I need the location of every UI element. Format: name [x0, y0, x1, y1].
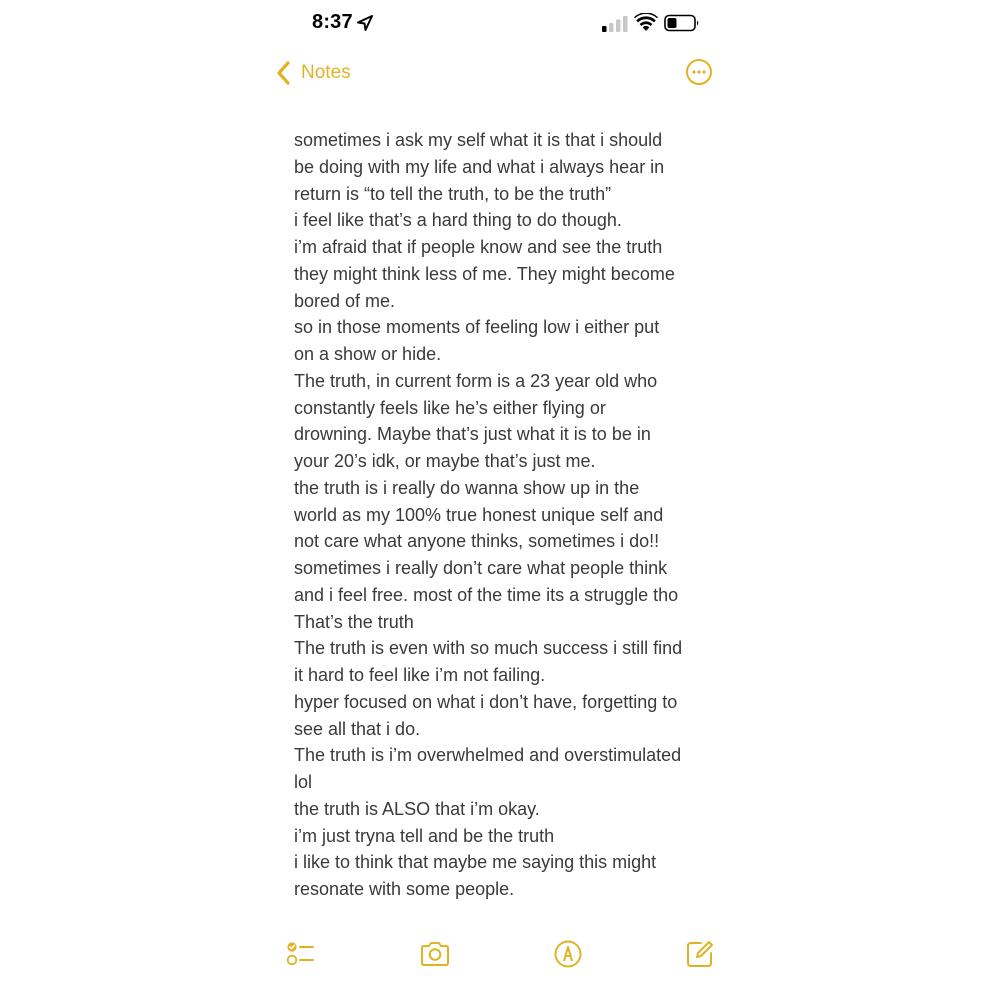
note-line: return is “to tell the truth, to be the truth”	[294, 183, 612, 204]
note-line: i’m just tryna tell and be the truth	[294, 825, 555, 846]
note-line: sometimes i really don’t care what people think	[294, 558, 668, 578]
note-line: The truth, in current form is a 23 year old who	[294, 370, 658, 391]
note-line: drowning. Maybe that’s just what it is to be in	[294, 424, 651, 445]
note-line: your 20’s idk, or maybe that’s just me.	[294, 451, 596, 471]
note-line: i feel like that’s a hard thing to do though.	[294, 210, 622, 231]
cellular-signal-icon	[602, 15, 628, 32]
note-line: so in those moments of feeling low i either put	[294, 317, 660, 338]
markup-pen-icon	[552, 938, 584, 970]
compose-icon	[684, 938, 716, 970]
note-line: i’m afraid that if people know and see the truth	[294, 237, 663, 257]
location-arrow-icon	[356, 14, 374, 32]
note-line: The truth is i’m overwhelmed and overstimulated	[294, 745, 682, 766]
note-line: bored of me.	[294, 290, 396, 311]
ellipsis-circle-icon[interactable]	[685, 58, 713, 86]
note-line: be doing with my life and what i always hear in	[294, 156, 665, 177]
note-line: constantly feels like he’s either flying or	[294, 397, 606, 418]
back-button-label: Notes	[301, 62, 351, 83]
note-line: the truth is i really do wanna show up in the	[294, 477, 640, 498]
note-line: world as my 100% true honest unique self and	[294, 504, 664, 525]
battery-icon	[664, 14, 700, 32]
note-line: That’s the truth	[294, 611, 414, 632]
note-line: lol	[294, 772, 313, 792]
note-line: and i feel free. most of the time its a struggle tho	[294, 584, 679, 605]
markup-button[interactable]	[552, 938, 584, 970]
note-line: it hard to feel like i’m not failing.	[294, 665, 546, 685]
camera-icon	[419, 938, 451, 970]
note-line: on a show or hide.	[294, 344, 442, 364]
note-line: the truth is ALSO that i’m okay.	[294, 798, 540, 819]
note-line: resonate with some people.	[294, 879, 515, 899]
compose-button[interactable]	[684, 938, 716, 970]
note-line: see all that i do.	[294, 718, 421, 739]
wifi-icon	[634, 13, 658, 32]
chevron-left-icon	[274, 60, 294, 86]
checklist-button[interactable]	[284, 938, 316, 970]
status-time: 8:37	[312, 11, 353, 33]
note-line: they might think less of me. They might become	[294, 263, 675, 284]
note-line: hyper focused on what i don’t have, forgetting to	[294, 691, 678, 712]
note-line: i like to think that maybe me saying this might	[294, 852, 657, 873]
note-line: sometimes i ask my self what it is that i should	[294, 130, 663, 150]
back-button[interactable]	[274, 58, 351, 88]
camera-button[interactable]	[419, 938, 451, 970]
checklist-icon	[284, 938, 316, 970]
note-line: not care what anyone thinks, sometimes i do!!	[294, 531, 660, 552]
note-text-area[interactable]	[294, 127, 714, 903]
note-line: The truth is even with so much success i still find	[294, 638, 683, 659]
